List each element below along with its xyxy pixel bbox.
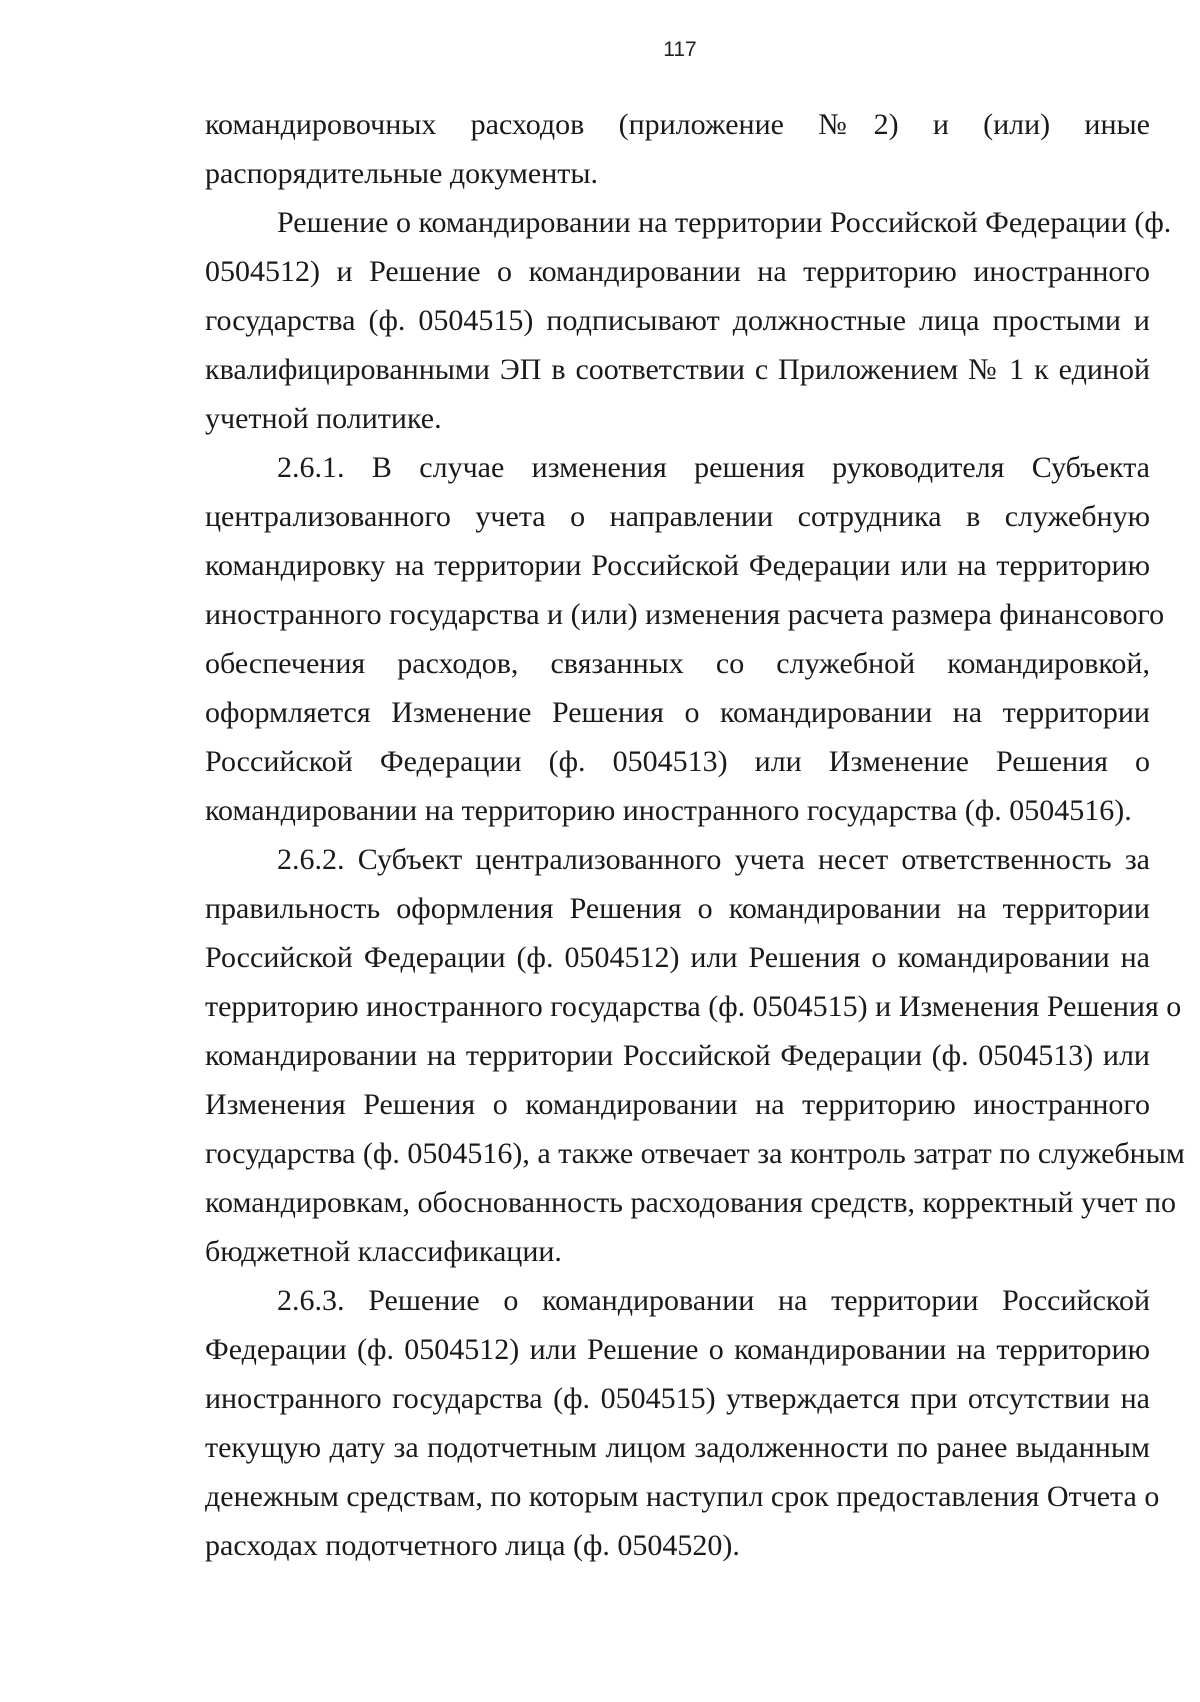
text-line: территорию иностранного государства (ф. 0504515) и Изменения Решения о: [205, 990, 1182, 1023]
paragraph-2-6-1: [205, 443, 1165, 835]
text-line: командировку на территории Российской Федерации или на территорию: [205, 549, 1150, 582]
text-line: Решение о командировании на территории Российской Федерации (ф.: [277, 206, 1172, 239]
page-number: 117: [663, 38, 697, 61]
text-line: командировании на территорию иностранного государства (ф. 0504516).: [205, 794, 1132, 827]
text-line: государства (ф. 0504515) подписывают должностные лица простыми и: [205, 304, 1150, 337]
text-line: Федерации (ф. 0504512) или Решение о командировании на территорию: [205, 1333, 1150, 1366]
text-line: Изменения Решения о командировании на территорию иностранного: [205, 1088, 1150, 1121]
text-line: 2.6.2. Субъект централизованного учета несет ответственность за: [277, 843, 1150, 876]
text-line: 0504512) и Решение о командировании на территорию иностранного: [205, 255, 1150, 288]
text-line: иностранного государства (ф. 0504515) утверждается при отсутствии на: [205, 1382, 1150, 1415]
text-line: обеспечения расходов, связанных со служебной командировкой,: [205, 647, 1150, 680]
text-line: иностранного государства и (или) изменения расчета размера финансового: [205, 598, 1165, 631]
text-line: квалифицированными ЭП в соответствии с Приложением № 1 к единой: [205, 353, 1150, 386]
paragraph-2-6-2: [205, 835, 1185, 1276]
text-line: 2.6.3. Решение о командировании на территории Российской: [277, 1284, 1150, 1317]
text-line: 2.6.1. В случае изменения решения руководителя Субъекта: [277, 451, 1150, 484]
text-line: оформляется Изменение Решения о командировании на территории: [205, 696, 1150, 729]
text-line: распорядительные документы.: [205, 157, 599, 190]
text-line: Российской Федерации (ф. 0504512) или Решения о командировании на: [205, 941, 1150, 974]
text-line: Российской Федерации (ф. 0504513) или Изменение Решения о: [205, 745, 1150, 778]
document-body: [205, 100, 1185, 1570]
paragraph-signing: [205, 198, 1172, 443]
text-line: учетной политике.: [205, 402, 442, 435]
paragraph-2-6-3: [205, 1276, 1160, 1570]
text-line: бюджетной классификации.: [205, 1235, 562, 1268]
text-line: командировочных расходов (приложение №2) и (или) иные: [205, 108, 1150, 141]
text-line: централизованного учета о направлении сотрудника в служебную: [205, 500, 1150, 533]
text-line: командировкам, обоснованность расходования средств, корректный учет по: [205, 1186, 1177, 1219]
text-line: командировании на территории Российской Федерации (ф. 0504513) или: [205, 1039, 1150, 1072]
text-line: текущую дату за подотчетным лицом задолженности по ранее выданным: [205, 1431, 1150, 1464]
text-line: денежным средствам, по которым наступил срок предоставления Отчета о: [205, 1480, 1160, 1513]
text-line: расходах подотчетного лица (ф. 0504520).: [205, 1529, 740, 1562]
text-line: государства (ф. 0504516), а также отвечает за контроль затрат по служебным: [205, 1137, 1185, 1170]
text-line: правильность оформления Решения о командировании на территории: [205, 892, 1150, 925]
paragraph-continuation: [205, 100, 1150, 198]
